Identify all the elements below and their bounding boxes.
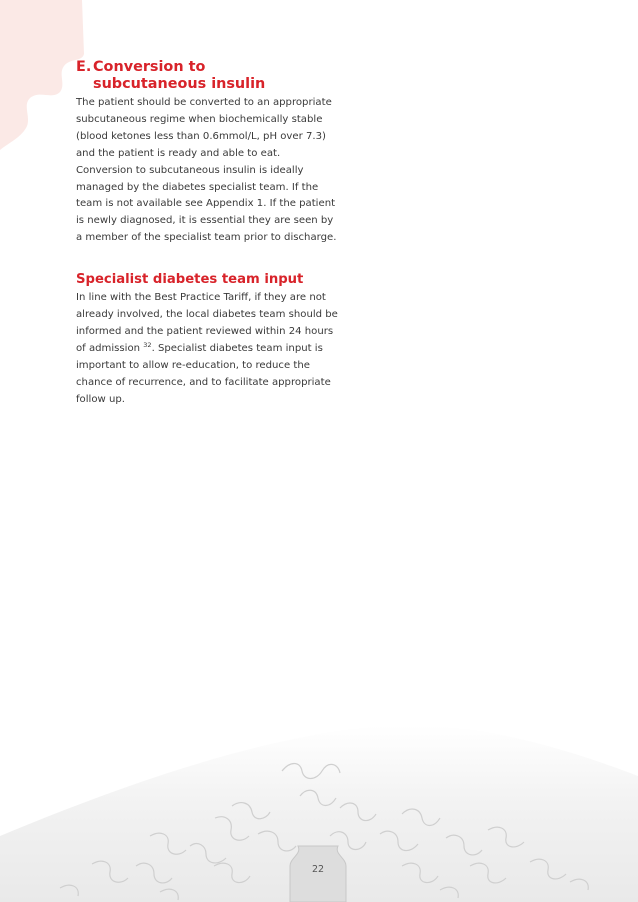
text-line: The patient should be converted to an appropriate	[76, 97, 332, 108]
reference-superscript: 32	[143, 340, 152, 349]
text-line: is newly diagnosed, it is essential they are seen by	[76, 215, 334, 227]
main-content	[76, 59, 338, 409]
text-line-with-reference	[76, 340, 323, 358]
specialist-team-paragraph	[76, 290, 338, 408]
text-line: follow up.	[76, 393, 125, 405]
text-line: (blood ketones less than 0.6mmol/L, pH over 7.3)	[76, 130, 326, 142]
section-e-number: E.	[76, 59, 92, 75]
text-line: already involved, the local diabetes team should be	[76, 309, 338, 321]
text-line: and the patient is ready and able to eat.	[76, 147, 281, 159]
text-line: managed by the diabetes specialist team. If the	[76, 181, 319, 193]
text-fragment: . Specialist diabetes team input is	[151, 342, 323, 354]
text-fragment: of admission	[76, 342, 144, 354]
text-line: informed and the patient reviewed within 24 hours	[76, 325, 334, 337]
specialist-team-heading: Specialist diabetes team input	[76, 272, 304, 288]
text-line: subcutaneous regime when biochemically stable	[76, 113, 323, 125]
text-line: a member of the specialist team prior to discharge.	[76, 232, 337, 244]
text-line: team is not available see Appendix 1. If the patient	[76, 198, 336, 210]
section-e-heading	[76, 59, 316, 93]
text-line: important to allow re-education, to reduce the	[76, 359, 310, 371]
section-e-paragraph	[76, 95, 337, 247]
section-e-title: Conversion to subcutaneous insulin	[93, 59, 266, 92]
text-line: In line with the Best Practice Tariff, if they are not	[76, 292, 326, 304]
page-number: 22	[311, 864, 325, 875]
text-line: Conversion to subcutaneous insulin is ideally	[76, 164, 304, 176]
text-line: chance of recurrence, and to facilitate appropriate	[76, 376, 331, 388]
